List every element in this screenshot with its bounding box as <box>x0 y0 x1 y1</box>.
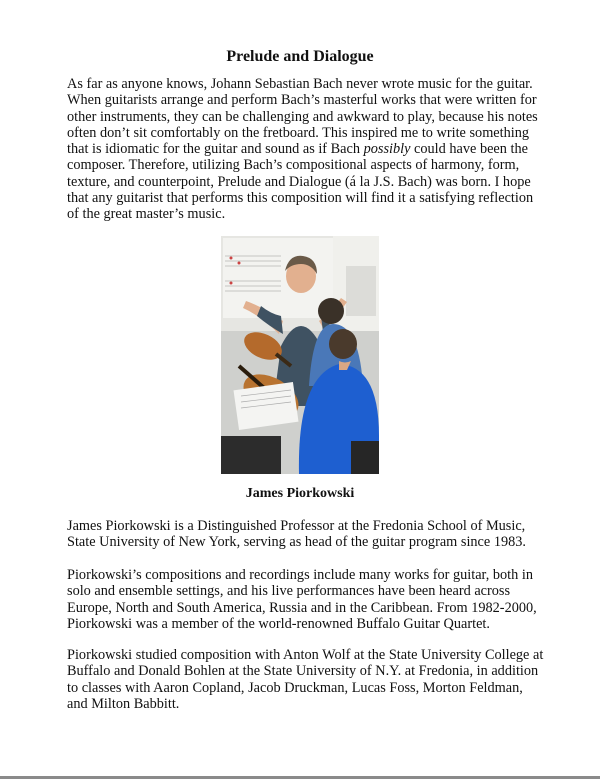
document-title: Prelude and Dialogue <box>226 48 374 65</box>
bio-paragraph-1: James Piorkowski is a Distinguished Professor at the Fredonia School of Music, State University of New York, serving as head of the guitar program since 1983. <box>67 518 526 551</box>
intro-paragraph <box>67 76 547 223</box>
bio-paragraph-2: Piorkowski’s compositions and recordings include many works for guitar, both in solo and ensemble settings, and his live performances have been heard across Europe, North and South America, Russia and in the Caribbean. From 1982-2000, Piorkowski was a member of the world-renowned Buffalo Guitar Quartet. <box>67 567 537 632</box>
composer-photo <box>221 236 379 474</box>
composer-photo-illustration <box>221 236 379 474</box>
intro-text-emphasis: possibly <box>363 141 411 158</box>
photo-caption: James Piorkowski <box>245 486 355 501</box>
bio-paragraph-3: Piorkowski studied composition with Anton Wolf at the State University College at Buffalo and Donald Bohlen at the State University of N.Y. at Fredonia, in addition to classes with Aaron Copland, Jacob Druckman, Lucas Foss, Morton Feldman, and Milton Babbitt. <box>67 647 544 712</box>
intro-text-end: could have been the composer. Therefore, utilizing Bach’s compositional aspects of harmony, form, texture, and counterpoint, Prelude and Dialogue (á la J.S. Bach) was born. I hope that any guitarist that performs this composition will find it a satisfying reflection of the great master’s music. <box>67 141 534 223</box>
intro-text-start: As far as anyone knows, Johann Sebastian Bach never wrote music for the guitar. When guitarists arrange and perform Bach’s masterful works that were written for other instruments, they can be challenging and awkward to play, because his notes often don’t sit comfortably on the fretboard. This inspired me to write something that is idiomatic for the guitar and sound as if Bach <box>67 76 538 158</box>
